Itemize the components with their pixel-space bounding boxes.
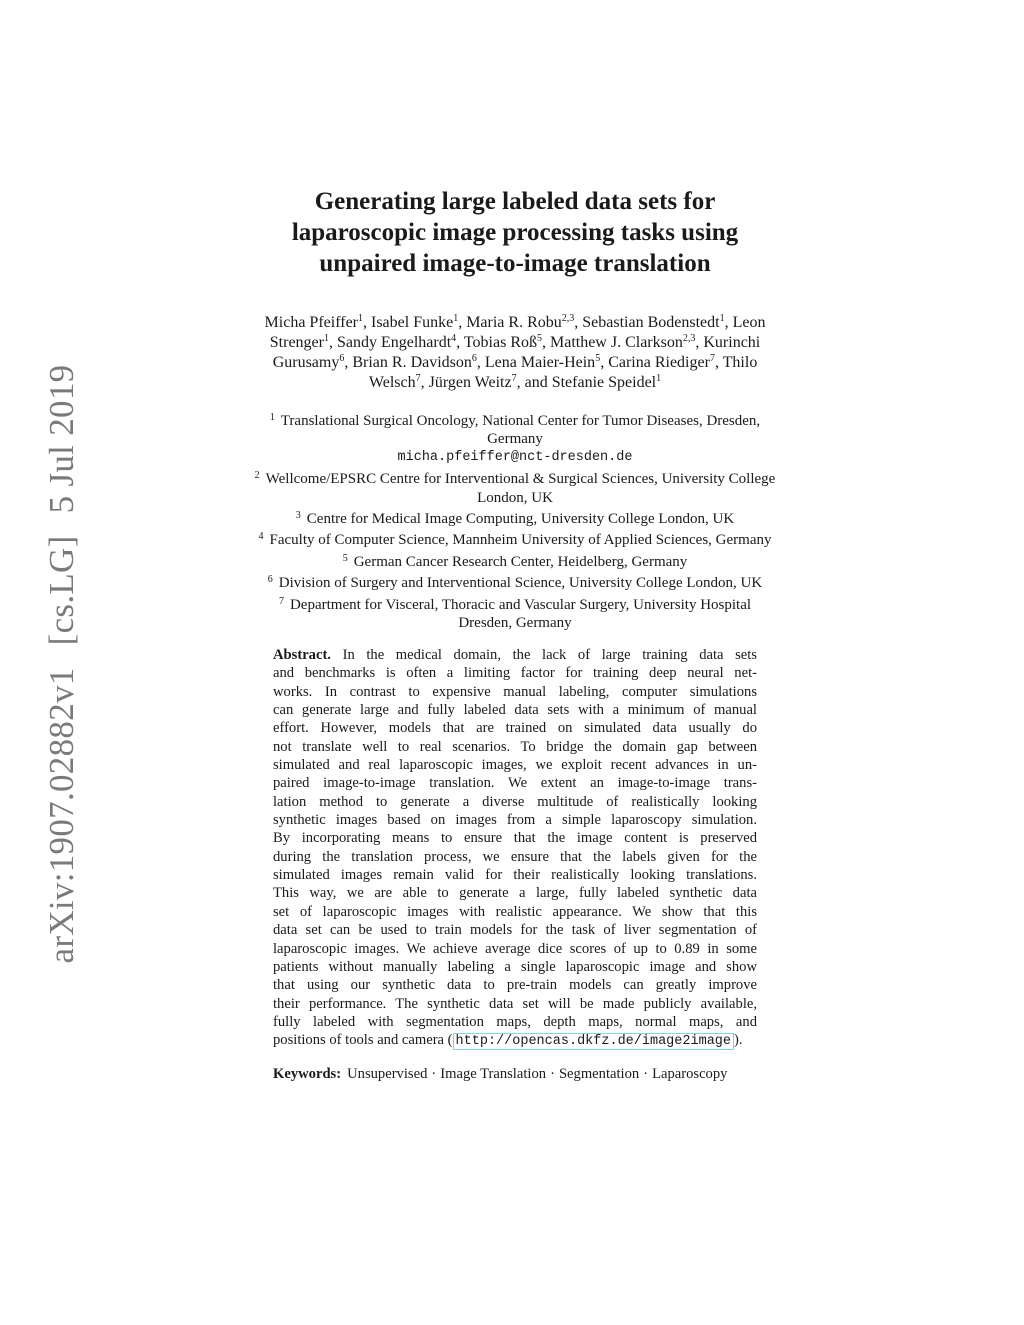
keyword: Unsupervised <box>347 1066 428 1082</box>
affiliation-1: $^1$ Translational Surgical Oncology, National Center for Tumor Diseases, Dresden, <box>269 412 761 429</box>
abstract-line: works. In contrast to expensive manual labeling, computer simulations <box>273 683 757 700</box>
author-email-link[interactable]: micha.pfeiffer@nct-dresden.de <box>397 449 633 465</box>
affiliation-7: $^7$ Department for Visceral, Thoracic and Vascular Surgery, University Hospital <box>278 595 752 613</box>
abstract-line: set of laparoscopic images with realistic appearance. We show that this <box>273 903 757 920</box>
abstract-body <box>273 664 757 1031</box>
abstract-line: This way, we are able to generate a large, fully labeled synthetic data <box>273 885 757 902</box>
abstract-line: synthetic images based on images from a simple laparoscopy simulation. <box>273 812 757 829</box>
affiliation-2-cont: London, UK <box>477 489 553 506</box>
abstract-line: laparoscopic images. We achieve average dice scores of up to 0.89 in some <box>273 940 757 957</box>
abstract-line: lation method to generate a diverse multitude of realistically looking <box>273 793 757 810</box>
affiliation-5: $^5$ German Cancer Research Center, Heidelberg, Germany <box>342 552 688 570</box>
affiliation-6: $^6$ Division of Surgery and Interventional Science, University College London, UK <box>267 574 763 592</box>
paper-title <box>200 186 830 279</box>
affiliation-1-cont: Germany <box>487 431 543 448</box>
keyword: Segmentation <box>558 1066 640 1082</box>
title-line: Generating large labeled data sets for <box>314 188 716 215</box>
abstract-line: paired image-to-image translation. We extent an image-to-image trans- <box>273 775 757 792</box>
keyword: Laparoscopy <box>652 1066 728 1082</box>
affiliation-3: $^3$ Centre for Medical Image Computing, University College London, UK <box>295 510 735 528</box>
abstract-line: can generate large and fully labeled data sets with a minimum of manual <box>273 702 757 719</box>
arxiv-id: arXiv:1907.02882v1 <box>42 667 81 964</box>
abstract-line: not translate well to real scenarios. To bridge the domain gap between <box>273 738 757 755</box>
author-line: Strenger$^1$, Sandy Engelhardt$^4$, Tobias Roß$^5$, Matthew J. Clarkson$^{2,3}$, Kurinchi <box>269 333 761 351</box>
title-line: laparoscopic image processing tasks using <box>291 219 739 246</box>
abstract-line: during the translation process, we ensure that the labels given for the <box>273 848 757 865</box>
affiliation-4: $^4$ Faculty of Computer Science, Mannheim University of Applied Sciences, Germany <box>258 531 772 549</box>
abstract-line: simulated images remain valid for their realistically looking translations. <box>273 867 757 884</box>
abstract-line: effort. However, models that are trained on simulated data usually do <box>273 720 757 737</box>
abstract-line: patients without manually labeling a single laparoscopic image and show <box>273 958 757 975</box>
arxiv-identifier-stamp <box>42 343 82 964</box>
author-list <box>200 313 830 393</box>
title-line: unpaired image-to-image translation <box>319 250 711 277</box>
arxiv-category: [cs.LG] <box>42 535 81 646</box>
arxiv-date: 5 Jul 2019 <box>42 364 81 514</box>
abstract-line: fully labeled with segmentation maps, depth maps, normal maps, and <box>273 1013 757 1030</box>
keyword: Image Translation <box>440 1066 547 1082</box>
affiliations <box>200 409 830 632</box>
abstract-line: their performance. The synthetic data set will be made publicly available, <box>273 995 757 1012</box>
abstract-line: data set can be used to train models for the task of liver segmentation of <box>273 922 757 939</box>
abstract <box>273 646 757 1050</box>
abstract-label: Abstract. <box>273 647 331 663</box>
author-line: Gurusamy$^6$, Brian R. Davidson$^6$, Lena Maier-Hein$^5$, Carina Riediger$^7$, Thilo <box>272 353 758 371</box>
abstract-line: and benchmarks is often a limiting factor for training deep neural net- <box>273 665 757 682</box>
affiliation-2: $^2$ Wellcome/EPSRC Centre for Interventional & Surgical Sciences, University College <box>254 470 776 488</box>
abstract-line: By incorporating means to ensure that the image content is preserved <box>273 830 757 847</box>
dataset-url-link[interactable]: http://opencas.dkfz.de/image2image <box>453 1033 734 1050</box>
author-line: Welsch$^7$, Jürgen Weitz$^7$, and Stefanie Speidel$^1$ <box>368 373 662 391</box>
abstract-line: simulated and real laparoscopic images, we exploit recent advances in un- <box>273 757 757 774</box>
abstract-line: positions of tools and camera ( http://opencas.dkfz.de/image2image ). <box>273 1032 743 1050</box>
affiliation-7-cont: Dresden, Germany <box>458 615 572 632</box>
author-line: Micha Pfeiffer$^1$, Isabel Funke$^1$, Maria R. Robu$^{2,3}$, Sebastian Bodenstedt$^1$, Leon <box>264 313 766 331</box>
abstract-line: Abstract. In the medical domain, the lack of large training data sets <box>273 647 757 663</box>
abstract-line: that using our synthetic data to pre-train models can greatly improve <box>273 977 757 994</box>
keywords: Keywords: Unsupervised · Image Translation · Segmentation · Laparoscopy <box>273 1066 728 1082</box>
keywords-label: Keywords: <box>273 1066 342 1082</box>
